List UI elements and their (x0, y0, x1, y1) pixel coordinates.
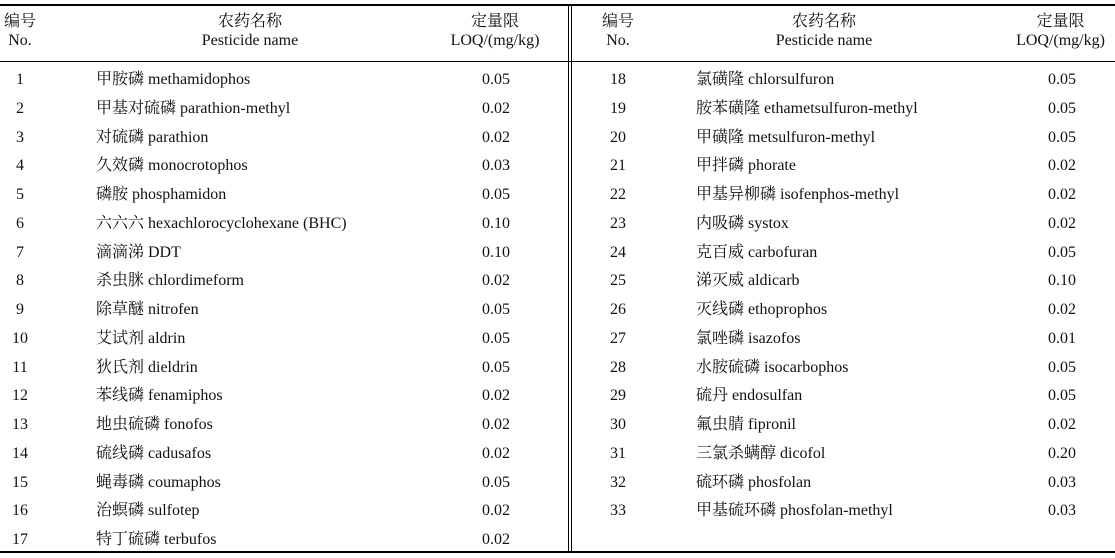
header-name-en: Pesticide name (201, 32, 299, 49)
column-divider (568, 4, 569, 553)
loq-value: 0.03 (1048, 502, 1076, 519)
header-loq-right (1006, 12, 1115, 50)
row-number: 23 (610, 215, 626, 232)
loq-value: 0.05 (1048, 129, 1076, 146)
loq-value: 0.03 (1048, 474, 1076, 491)
row-number: 31 (610, 445, 626, 462)
loq-value: 0.02 (1048, 157, 1076, 174)
header-no-right (596, 12, 640, 50)
header-name-right (714, 12, 934, 50)
pesticide-name: 蝇毒磷 coumaphos (96, 474, 221, 491)
pesticide-name: 甲基对硫磷 parathion-methyl (96, 100, 291, 117)
header-name-zh: 农药名称 (791, 13, 856, 30)
loq-value: 0.05 (482, 359, 510, 376)
pesticide-name: 硫丹 endosulfan (696, 387, 803, 404)
row-number: 8 (16, 272, 24, 289)
pesticide-name: 六六六 hexachlorocyclohexane (BHC) (96, 215, 347, 232)
row-number: 16 (12, 502, 28, 519)
loq-value: 0.10 (482, 215, 510, 232)
loq-value: 0.02 (1048, 186, 1076, 203)
row-number: 10 (12, 330, 28, 347)
header-name-left (140, 12, 360, 50)
pesticide-name: 磷胺 phosphamidon (96, 186, 227, 203)
loq-value: 0.05 (1048, 244, 1076, 261)
row-number: 1 (16, 71, 24, 88)
loq-value: 0.20 (1048, 445, 1076, 462)
loq-value: 0.05 (482, 186, 510, 203)
table-bottom-rule (0, 551, 1115, 553)
row-number: 12 (12, 387, 28, 404)
row-number: 30 (610, 416, 626, 433)
row-number: 26 (610, 301, 626, 318)
row-number: 22 (610, 186, 626, 203)
row-number: 27 (610, 330, 626, 347)
pesticide-name: 甲磺隆 metsulfuron-methyl (696, 129, 876, 146)
row-number: 20 (610, 129, 626, 146)
loq-value: 0.10 (482, 244, 510, 261)
loq-value: 0.02 (482, 445, 510, 462)
row-number: 9 (16, 301, 24, 318)
pesticide-name: 狄氏剂 dieldrin (96, 359, 198, 376)
header-no-left (0, 12, 40, 50)
pesticide-name: 甲基异柳磷 isofenphos-methyl (696, 186, 900, 203)
loq-value: 0.02 (482, 100, 510, 117)
table-header-rule (0, 61, 1115, 62)
loq-value: 0.02 (482, 502, 510, 519)
row-number: 33 (610, 502, 626, 519)
row-number: 24 (610, 244, 626, 261)
loq-value: 0.03 (482, 157, 510, 174)
row-number: 19 (610, 100, 626, 117)
loq-value: 0.05 (1048, 71, 1076, 88)
loq-value: 0.02 (482, 272, 510, 289)
row-number: 28 (610, 359, 626, 376)
loq-value: 0.05 (482, 330, 510, 347)
loq-value: 0.01 (1048, 330, 1076, 347)
loq-value: 0.02 (1048, 301, 1076, 318)
header-loq-zh: 定量限 (1036, 13, 1085, 30)
row-number: 21 (610, 157, 626, 174)
pesticide-name: 地虫硫磷 fonofos (96, 416, 213, 433)
pesticide-name: 水胺硫磷 isocarbophos (696, 359, 849, 376)
pesticide-name: 除草醚 nitrofen (96, 301, 199, 318)
pesticide-name: 克百威 carbofuran (696, 244, 818, 261)
row-number: 5 (16, 186, 24, 203)
header-loq-zh: 定量限 (470, 13, 519, 30)
pesticide-name: 治螟磷 sulfotep (96, 502, 200, 519)
row-number: 13 (12, 416, 28, 433)
loq-value: 0.05 (482, 71, 510, 88)
pesticide-name: 艾试剂 aldrin (96, 330, 186, 347)
loq-value: 0.10 (1048, 272, 1076, 289)
row-number: 2 (16, 100, 24, 117)
pesticide-name: 三氯杀螨醇 dicofol (696, 445, 826, 462)
pesticide-name: 内吸磷 systox (696, 215, 789, 232)
pesticide-name: 甲胺磷 methamidophos (96, 71, 251, 88)
pesticide-name: 灭线磷 ethoprophos (696, 301, 828, 318)
pesticide-name: 甲基硫环磷 phosfolan-methyl (696, 502, 893, 519)
row-number: 18 (610, 71, 626, 88)
header-loq-en: LOQ/(mg/kg) (1016, 32, 1105, 49)
loq-value: 0.02 (482, 531, 510, 548)
loq-value: 0.05 (1048, 387, 1076, 404)
loq-value: 0.05 (482, 301, 510, 318)
header-loq-left (440, 12, 550, 50)
header-no-zh: 编号 (3, 13, 36, 30)
row-number: 25 (610, 272, 626, 289)
row-number: 32 (610, 474, 626, 491)
pesticide-name: 久效磷 monocrotophos (96, 157, 248, 174)
loq-value: 0.02 (1048, 416, 1076, 433)
loq-value: 0.02 (482, 387, 510, 404)
row-number: 6 (16, 215, 24, 232)
row-number: 3 (16, 129, 24, 146)
pesticide-name: 特丁硫磷 terbufos (96, 531, 217, 548)
row-number: 17 (12, 531, 28, 548)
header-name-en: Pesticide name (775, 32, 873, 49)
row-number: 7 (16, 244, 24, 261)
loq-value: 0.02 (482, 129, 510, 146)
header-loq-en: LOQ/(mg/kg) (450, 32, 540, 49)
header-no-en: No. (8, 32, 32, 49)
row-number: 15 (12, 474, 28, 491)
header-name-zh: 农药名称 (217, 13, 282, 30)
pesticide-name: 苯线磷 fenamiphos (96, 387, 223, 404)
header-no-en: No. (606, 32, 630, 49)
pesticide-name: 杀虫脒 chlordimeform (96, 272, 244, 289)
row-number: 14 (12, 445, 28, 462)
pesticide-name: 对硫磷 parathion (96, 129, 209, 146)
table-top-rule (0, 4, 1115, 6)
pesticide-name: 滴滴涕 DDT (96, 244, 181, 261)
loq-value: 0.02 (482, 416, 510, 433)
pesticide-name: 涕灭威 aldicarb (696, 272, 800, 289)
pesticide-name: 甲拌磷 phorate (696, 157, 796, 174)
row-number: 4 (16, 157, 24, 174)
row-number: 11 (12, 359, 28, 376)
row-number: 29 (610, 387, 626, 404)
pesticide-name: 氟虫腈 fipronil (696, 416, 796, 433)
loq-value: 0.05 (1048, 100, 1076, 117)
loq-value: 0.05 (1048, 359, 1076, 376)
header-no-zh: 编号 (601, 13, 634, 30)
pesticide-name: 硫线磷 cadusafos (96, 445, 212, 462)
loq-value: 0.05 (482, 474, 510, 491)
loq-value: 0.02 (1048, 215, 1076, 232)
pesticide-name: 硫环磷 phosfolan (696, 474, 812, 491)
pesticide-name: 氯磺隆 chlorsulfuron (696, 71, 835, 88)
pesticide-name: 胺苯磺隆 ethametsulfuron-methyl (696, 100, 918, 117)
column-divider-double (571, 4, 572, 553)
pesticide-name: 氯唑磷 isazofos (696, 330, 801, 347)
